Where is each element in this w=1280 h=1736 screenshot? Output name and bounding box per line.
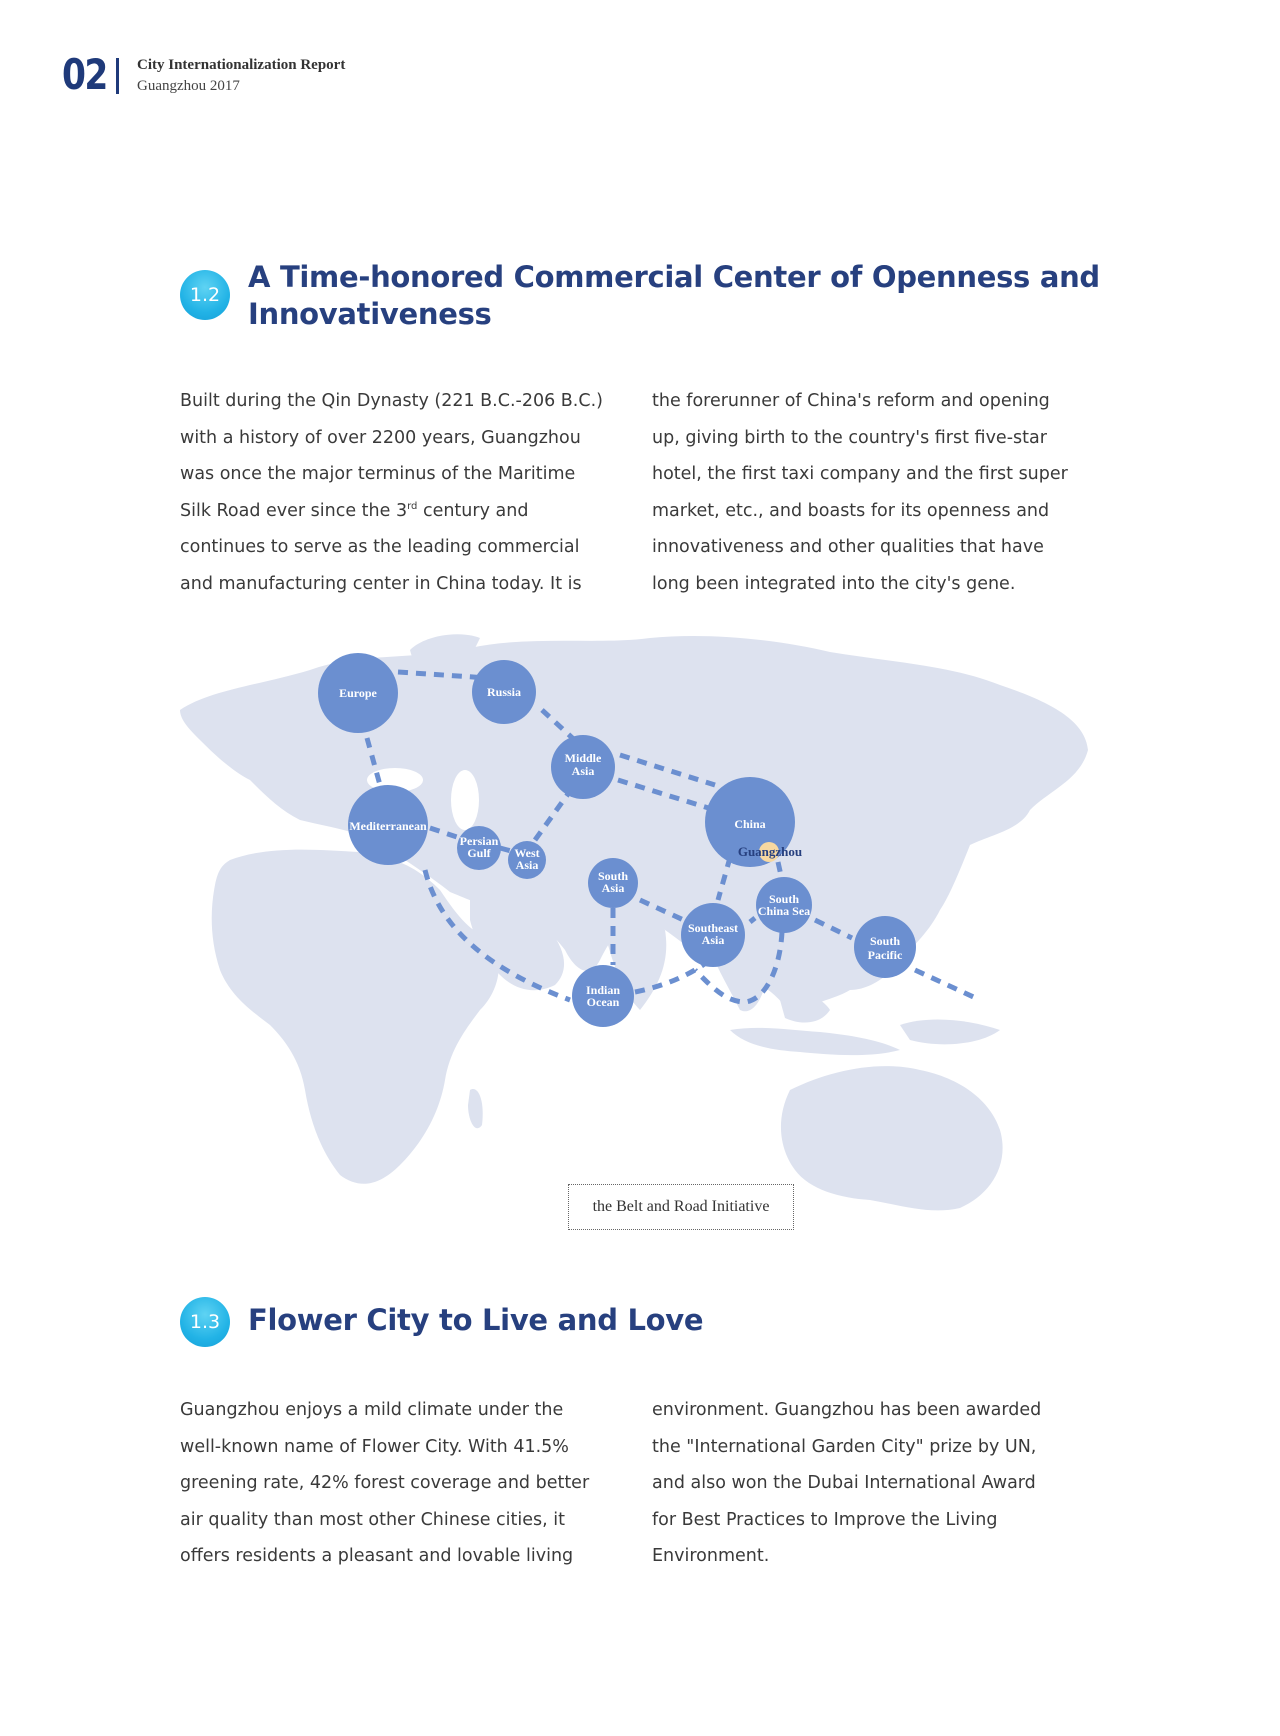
label-persian-gulf-2: Gulf: [467, 846, 491, 860]
report-subtitle: Guangzhou 2017: [137, 78, 240, 94]
paragraph-line: well-known name of Flower City. With 41.5%: [180, 1436, 569, 1457]
label-west-asia-1: West: [514, 846, 540, 860]
belt-and-road-map: [170, 630, 1100, 1250]
label-mediterranean: Mediterranean: [349, 819, 427, 833]
map-caption: the Belt and Road Initiative: [568, 1184, 794, 1230]
section-title-1-2-line1: A Time-honored Commercial Center of Openness and: [248, 260, 1100, 294]
paragraph-line: the forerunner of China's reform and opening: [652, 391, 1050, 411]
section-1-2-left-column: [180, 383, 630, 603]
label-south-asia-2: Asia: [601, 881, 625, 895]
newguinea-land: [900, 1020, 1000, 1045]
label-southeast-asia-2: Asia: [701, 933, 725, 947]
section-1-2-right-column: [652, 383, 1102, 603]
label-south-asia-1: South: [597, 869, 629, 883]
section-title-1-2: [248, 259, 1100, 333]
label-south-pacific-2: Pacific: [867, 948, 903, 962]
paragraph-line: environment. Guangzhou has been awarded: [652, 1400, 1042, 1420]
header-divider: [116, 58, 119, 94]
label-middle-asia-1: Middle: [564, 751, 602, 765]
paragraph-line: and manufacturing center in China today. It is: [180, 573, 582, 594]
paragraph-text: century and: [417, 500, 529, 521]
page-number: 02: [62, 50, 107, 99]
paragraph-line: the "International Garden City" prize by UN,: [652, 1436, 1037, 1457]
paragraph-line: long been integrated into the city's gene.: [652, 573, 1016, 594]
paragraph-line: market, etc., and boasts for its openness and: [652, 500, 1050, 521]
section-1-3-left-column: [180, 1392, 630, 1575]
paragraph-line: continues to serve as the leading commercial: [180, 537, 580, 558]
label-west-asia-2: Asia: [515, 858, 539, 872]
section-badge-1-3: 1.3: [180, 1297, 230, 1347]
label-indian-ocean-2: Ocean: [586, 995, 620, 1009]
section-title-1-3: Flower City to Live and Love: [248, 1303, 704, 1337]
paragraph-text: Silk Road ever since the 3: [180, 500, 408, 521]
ordinal-suffix: rd: [407, 500, 418, 512]
paragraph-line: Guangzhou enjoys a mild climate under the: [180, 1400, 564, 1420]
section-title-1-2-line2: Innovativeness: [248, 297, 492, 331]
label-middle-asia-2: Asia: [571, 764, 595, 778]
paragraph-line: offers residents a pleasant and lovable living: [180, 1546, 574, 1567]
paragraph-line: air quality than most other Chinese cities, it: [180, 1509, 565, 1530]
section-badge-1-2: 1.2: [180, 270, 230, 320]
australia-land: [781, 1066, 1003, 1210]
label-guangzhou: Guangzhou: [737, 844, 803, 859]
paragraph-line: and also won the Dubai International Award: [652, 1473, 1036, 1494]
report-title: City Internationalization Report: [137, 57, 346, 73]
label-persian-gulf-1: Persian: [459, 834, 499, 848]
paragraph-line: with a history of over 2200 years, Guangzhou: [180, 427, 581, 448]
label-europe: Europe: [339, 686, 377, 700]
paragraph-line: up, giving birth to the country's first five-star: [652, 427, 1047, 448]
paragraph-line: [180, 493, 630, 530]
label-south-pacific-1: South: [869, 934, 901, 948]
paragraph-line: hotel, the first taxi company and the first super: [652, 464, 1068, 485]
paragraph-line: for Best Practices to Improve the Living: [652, 1509, 998, 1530]
route-southpacific-east: [915, 970, 980, 1000]
caspian-sea: [451, 770, 479, 830]
label-south-china-sea-2: China Sea: [757, 904, 811, 918]
paragraph-line: greening rate, 42% forest coverage and better: [180, 1473, 590, 1494]
paragraph-line: was once the major terminus of the Maritime: [180, 464, 576, 485]
label-indian-ocean-1: Indian: [585, 983, 621, 997]
label-south-china-sea-1: South: [768, 892, 800, 906]
indonesia-land: [730, 1028, 900, 1055]
label-southeast-asia-1: Southeast: [687, 921, 739, 935]
section-1-3-right-column: [652, 1392, 1102, 1575]
paragraph-line: Built during the Qin Dynasty (221 B.C.-206 B.C.): [180, 391, 603, 411]
route-southchinasea-southeast: [750, 918, 755, 922]
paragraph-line: Environment.: [652, 1546, 770, 1567]
madagascar-land: [468, 1089, 483, 1128]
africa-land: [212, 850, 499, 1184]
label-russia: Russia: [486, 685, 522, 699]
world-landmass: [180, 634, 1088, 1210]
label-china: China: [734, 817, 766, 831]
paragraph-line: innovativeness and other qualities that have: [652, 537, 1044, 558]
